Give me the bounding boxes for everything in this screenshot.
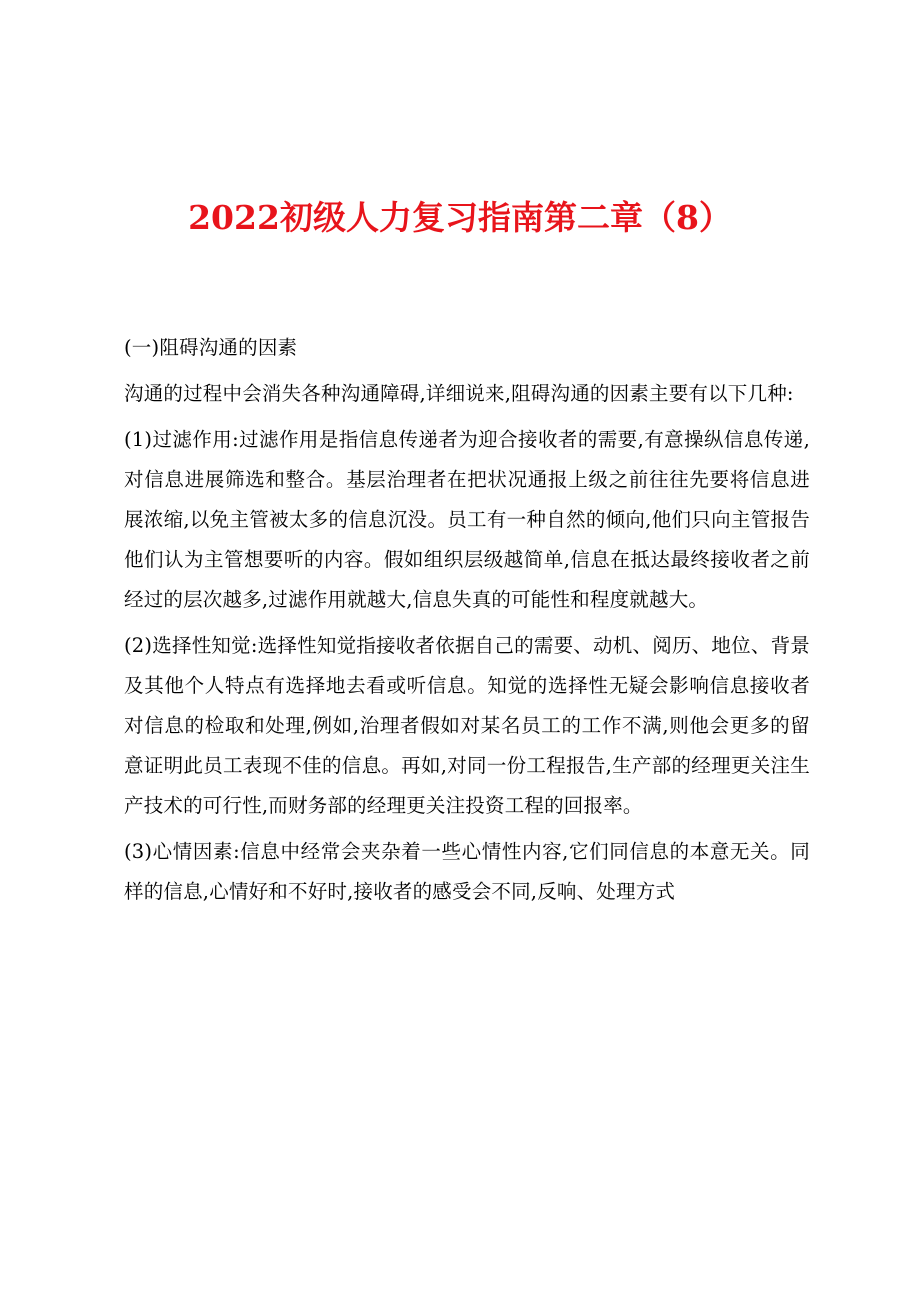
paragraph-selective-perception: (2)选择性知觉:选择性知觉指接收者依据自己的需要、动机、阅历、地位、背景及其他个人特点有选择地去看或听信息。知觉的选择性无疑会影响信息接收者对信息的检取和处理,例如,治理者假如对某名员工的工作不满,则他会更多的留意证明此员工表现不佳的信息。再如,对同一份工程报告,生产部的经理更关注生产技术的可行性,而财务部的经理更关注投资工程的回报率。 <box>124 634 810 817</box>
document-body <box>124 328 810 918</box>
paragraph-emotion: (3)心情因素:信息中经常会夹杂着一些心情性内容,它们同信息的本意无关。同样的信息,心情好和不好时,接收者的感受会不同,反响、处理方式 <box>124 840 810 903</box>
document-title: 2022初级人力复习指南第二章（8） <box>188 198 732 237</box>
paragraph-filtering: (1)过滤作用:过滤作用是指信息传递者为迎合接收者的需要,有意操纵信息传递,对信息进展筛选和整合。基层治理者在把状况通报上级之前往往先要将信息进展浓缩,以免主管被太多的信息沉没。员工有一种自然的倾向,他们只向主管报告他们认为主管想要听的内容。假如组织层级越简单,信息在抵达最终接收者之前经过的层次越多,过滤作用就越大,信息失真的可能性和程度就越大。 <box>124 428 810 611</box>
section-heading: (一)阻碍沟通的因素 <box>124 336 298 359</box>
intro-paragraph: 沟通的过程中会消失各种沟通障碍,详细说来,阻碍沟通的因素主要有以下几种: <box>124 382 794 405</box>
